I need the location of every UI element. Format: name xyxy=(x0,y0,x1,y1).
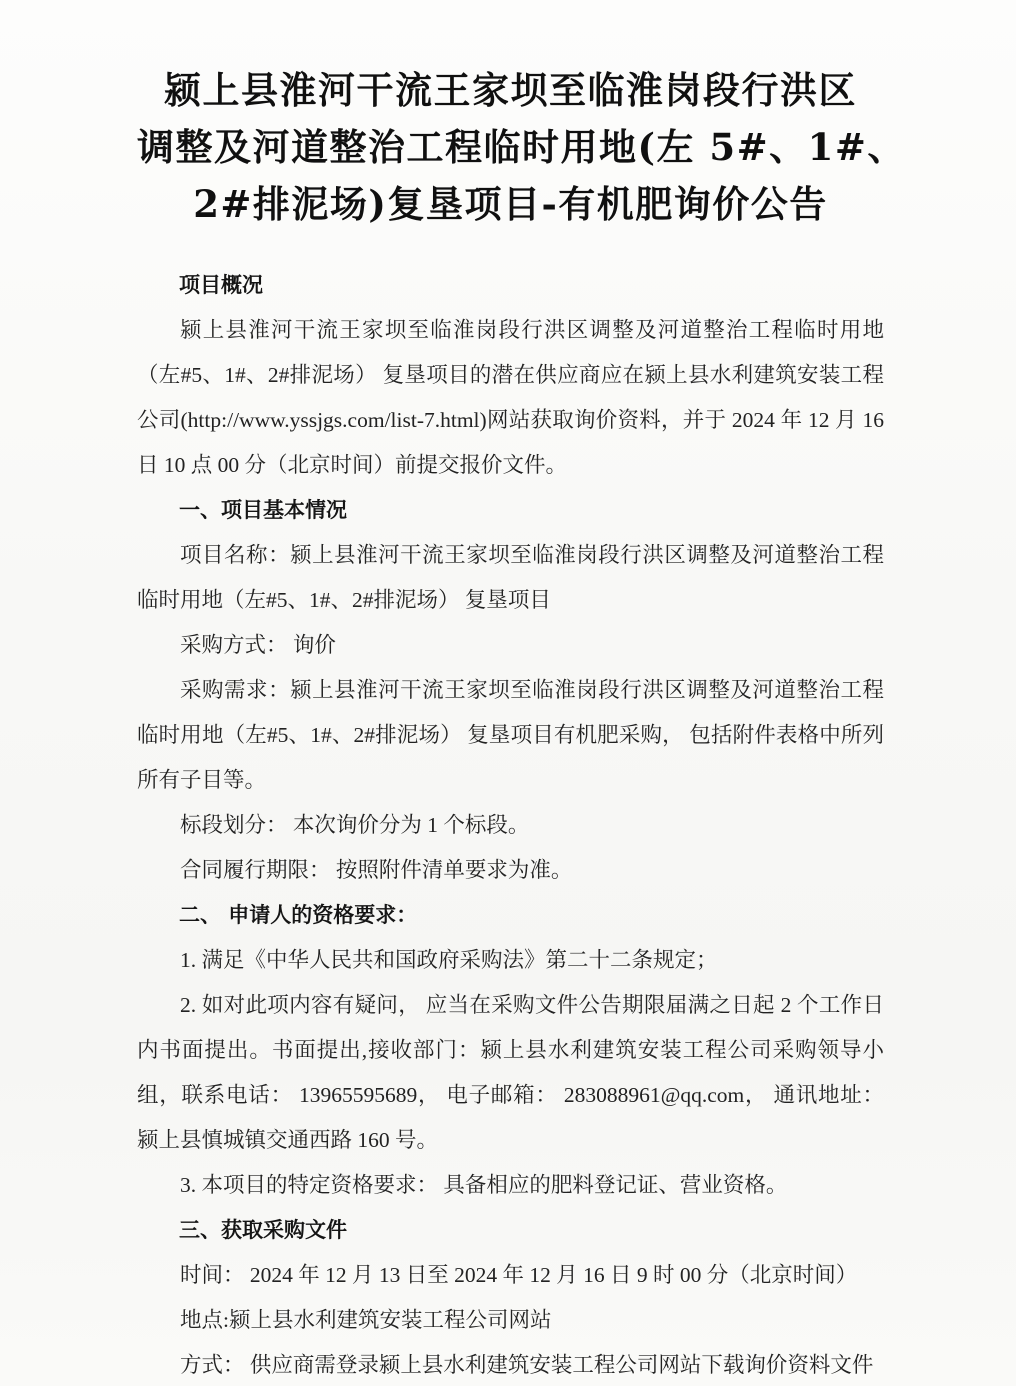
section2-heading: 二、 申请人的资格要求： xyxy=(179,903,418,927)
procurement-method-paragraph: 采购方式： 询价 xyxy=(180,633,336,657)
title-line-2: 调整及河道整治工程临时用地(左 5#、1#、 xyxy=(137,125,906,169)
contract-period-paragraph: 合同履行期限： 按照附件清单要求为准。 xyxy=(180,858,573,882)
title-line-3: 2#排泥场)复垦项目-有机肥询价公告 xyxy=(193,182,828,226)
document-title xyxy=(137,62,906,233)
document-time-paragraph: 时间： 2024 年 12 月 13 日至 2024 年 12 月 16 日 9 时 00 分（北京时间） xyxy=(180,1263,858,1287)
qualification-item-2: 2. 如对此项内容有疑问， 应当在采购文件公告期限届满之日起 2 个工作日内书面提出。书面提出,接收部门：颍上县水利建筑安装工程公司采购领导小组，联系电话： 13965595689， 电子邮箱： 283088961@qq.com， 通讯地址： 颍上县慎城镇交通西路 160 号。 xyxy=(137,993,884,1152)
procurement-demand-paragraph: 采购需求：颍上县淮河干流王家坝至临淮岗段行洪区调整及河道整治工程临时用地（左#5、1#、2#排泥场） 复垦项目有机肥采购， 包括附件表格中所列所有子目等。 xyxy=(137,678,884,792)
section3-heading: 三、获取采购文件 xyxy=(179,1218,347,1242)
lot-division-paragraph: 标段划分： 本次询价分为 1 个标段。 xyxy=(180,813,530,837)
project-name-paragraph: 项目名称：颍上县淮河干流王家坝至临淮岗段行洪区调整及河道整治工程临时用地（左#5、1#、2#排泥场） 复垦项目 xyxy=(137,543,884,612)
title-line-1: 颍上县淮河干流王家坝至临淮岗段行洪区 xyxy=(164,68,857,112)
document-place-paragraph: 地点:颍上县水利建筑安装工程公司网站 xyxy=(180,1308,552,1332)
document-method-paragraph: 方式： 供应商需登录颍上县水利建筑安装工程公司网站下载询价资料文件 xyxy=(180,1353,874,1377)
overview-paragraph: 颍上县淮河干流王家坝至临淮岗段行洪区调整及河道整治工程临时用地（左#5、1#、2#排泥场） 复垦项目的潜在供应商应在颍上县水利建筑安装工程公司(http://www.yssjgs.com/list-7.html)网站获取询价资料，并于 2024 年 12 月 16 日 10 点 00 分（北京时间）前提交报价文件。 xyxy=(137,318,884,477)
qualification-item-1: 1. 满足《中华人民共和国政府采购法》第二十二条规定； xyxy=(180,948,718,972)
overview-heading: 项目概况 xyxy=(179,273,263,297)
section1-heading: 一、项目基本情况 xyxy=(179,498,347,522)
qualification-item-3: 3. 本项目的特定资格要求： 具备相应的肥料登记证、营业资格。 xyxy=(180,1173,788,1197)
document-body xyxy=(137,263,884,1386)
